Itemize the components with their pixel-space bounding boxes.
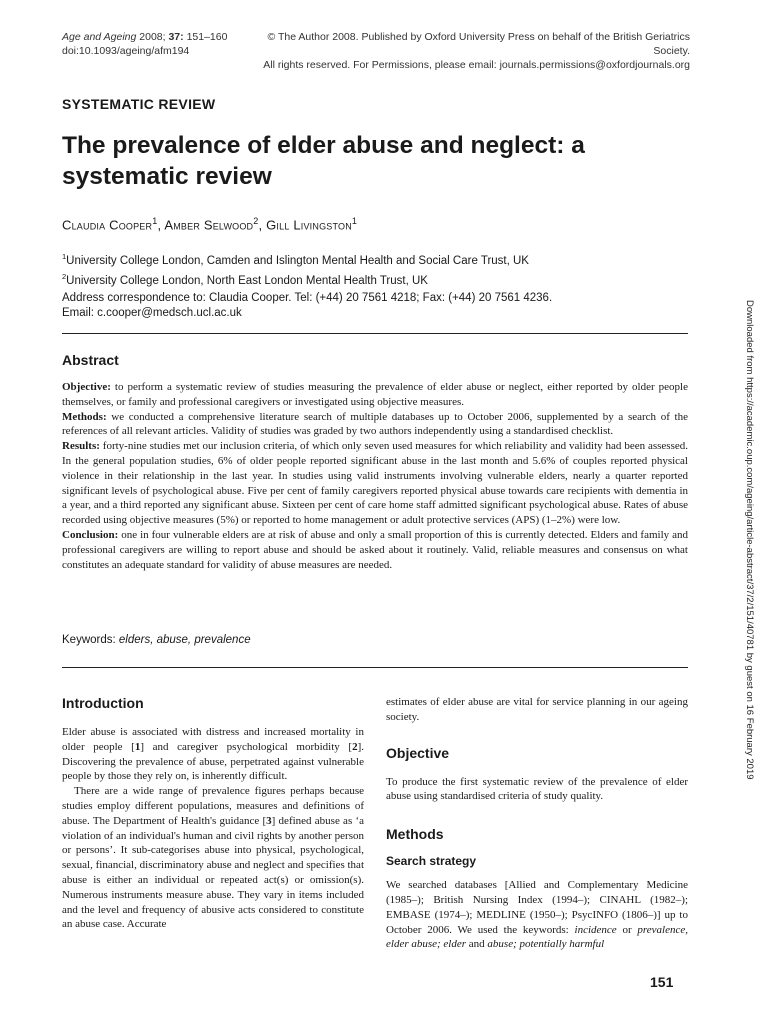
abstract-label: Methods:	[62, 410, 107, 423]
article-title: The prevalence of elder abuse and neglect: a systematic review	[62, 132, 585, 190]
author-name: Claudia Cooper	[62, 217, 153, 233]
copyright-notice	[240, 30, 690, 72]
abstract-label: Conclusion:	[62, 528, 119, 541]
doi: doi:10.1093/ageing/afm194	[62, 45, 190, 57]
author-name: Gill Livingston	[266, 217, 352, 233]
right-column	[386, 695, 688, 952]
affiliation-number: 2	[62, 271, 67, 281]
abstract-text: forty-nine studies met our inclusion criteria, of which only seven used measures for which reliability and validity had been assessed. In the general population studies, 6% of older people reported significant abuse in the last month and 5.6% of couples reported physical violence in their relationship in the last year. In studies using valid instruments involving vulnerable elders, nearly a quarter reported significant levels of psychological abuse. Five per cent of family caregivers reported physical abuse towards care recipients with dementia in a year, and a third reported any significant abuse. Sixteen per cent of care home staff admitted significant psychological abuse. Rates of abuse recorded using objective measures (5%) or reported to home management or adult protective services (APS) (1–2%) were low.	[62, 440, 688, 527]
download-watermark	[743, 300, 755, 840]
keyword-term: incidence	[574, 923, 617, 936]
abstract-label: Results:	[62, 440, 100, 453]
author-affiliation-mark: 1	[152, 216, 158, 226]
article-type: SYSTEMATIC REVIEW	[62, 96, 216, 112]
citation-ref[interactable]: 2	[352, 740, 358, 753]
text-run: ] and caregiver psychological morbidity [	[140, 740, 353, 753]
text-run: There are a wide range of prevalence figures perhaps because studies employ different populations, measures and definitions of abuse. The Department of Health's guidance [	[62, 785, 364, 827]
author-affiliation-mark: 1	[351, 216, 358, 226]
abstract-body	[62, 380, 688, 572]
page-number: 151	[650, 974, 674, 990]
text-run: ]. Discovering the prevalence of abuse, perpetrated against vulnerable people by those they rely on, is inherently difficult.	[62, 740, 364, 783]
journal-volume: 37:	[168, 31, 184, 43]
correspondence-email: Email: c.cooper@medsch.ucl.ac.uk	[62, 307, 242, 319]
abstract-text: to perform a systematic review of studies measuring the prevalence of elder abuse or neglect, either reported by older people themselves, or family and professional caregivers or investigated using objective measures.	[62, 381, 688, 408]
abstract-text: one in four vulnerable elders are at risk of abuse and only a small proportion of this is currently detected. Elders and family and professional caregivers are willing to report abuse and should be asked about it routinely. Valid, reliable measures and consensus on what constitutes an adequate standard for validity of abuse measures are needed.	[62, 528, 688, 571]
affiliation	[62, 249, 529, 269]
download-note-text: Downloaded from https://academic.oup.com/ageing/article-abstract/37/2/151/40781 by guest on 16 February 2019	[744, 300, 755, 780]
copyright-line-1: © The Author 2008. Published by Oxford University Press on behalf of the British Geriatrics Society.	[267, 31, 690, 57]
keywords-label: Keywords:	[62, 634, 116, 646]
citation-ref[interactable]: 3	[266, 814, 272, 827]
text-run: ] defined abuse as ‘a violation of an individual's human and civil rights by another person or persons’. It sub-categorises abuse into physical, psychological, sexual, financial, discriminatory abuse and neglect and specifies that abuse is either an individual or repeated act(s) or omission(s). Numerous instruments measure abuse. They vary in items included and the level and frequency of abusive acts considered to constitute an abuse case. Accurate	[62, 814, 365, 931]
abstract-conclusion	[62, 528, 688, 572]
copyright-line-2: All rights reserved. For Permissions, please email: journals.permissions@oxfordjournals.org	[263, 59, 690, 71]
author-separator: ,	[258, 217, 267, 233]
text-run: We searched databases [Allied and Complementary Medicine (1985–); British Nursing Index (1994–); CINAHL (1982–); EMBASE (1974–); MEDLINE (1950–); PsycINFO (1806–)] up to October 2006. We used the keywords:	[386, 879, 688, 936]
objective-heading: Objective	[386, 744, 450, 761]
author-affiliation-mark: 2	[253, 216, 259, 226]
intro-paragraph	[62, 725, 364, 784]
methods-heading: Methods	[386, 826, 444, 843]
left-column	[62, 695, 364, 932]
affiliation-number: 1	[62, 252, 67, 261]
citation-ref[interactable]: 1	[134, 740, 141, 753]
author-list	[62, 216, 357, 232]
intro-paragraph	[62, 784, 364, 932]
author-separator: ,	[157, 217, 165, 233]
keywords-list: elders, abuse, prevalence	[118, 634, 251, 646]
text-run: and	[466, 938, 488, 951]
search-strategy-heading: Search strategy	[386, 854, 477, 869]
abstract-methods	[62, 410, 688, 440]
introduction-heading: Introduction	[62, 695, 144, 711]
abstract-objective	[62, 380, 688, 410]
divider	[62, 667, 688, 668]
journal-citation	[62, 30, 227, 58]
keyword-term: abuse; potentially harmful	[487, 938, 605, 951]
author-name: Amber Selwood	[164, 217, 254, 233]
objective-text: To produce the first systematic review of the prevalence of elder abuse using standardised criteria of study quality.	[386, 775, 688, 803]
journal-pages: 151–160	[186, 31, 228, 43]
correspondence-address: Address correspondence to: Claudia Cooper. Tel: (+44) 20 7561 4218; Fax: (+44) 20 7561 4236.	[62, 292, 553, 304]
affiliation-text: University College London, North East London Mental Health Trust, UK	[66, 274, 428, 287]
divider	[62, 333, 688, 334]
abstract-text: we conducted a comprehensive literature search of multiple databases up to October 2006, supplemented by a search of the references of all relevant articles. Validity of studies was graded by two authors independently using a standardised checklist.	[62, 410, 688, 438]
text-run: Elder abuse is associated with distress and increased mortality in older people [	[62, 726, 364, 753]
keywords	[62, 634, 251, 646]
journal-name: Age and Ageing	[62, 31, 137, 43]
abstract-label: Objective:	[62, 381, 111, 393]
abstract-results	[62, 439, 688, 528]
affiliations	[62, 249, 529, 289]
correspondence	[62, 291, 552, 321]
keyword-term: prevalence, elder abuse; elder	[386, 923, 688, 951]
journal-year: 2008;	[139, 31, 166, 43]
intro-continuation: estimates of elder abuse are vital for service planning in our ageing society.	[386, 696, 688, 723]
affiliation	[62, 269, 529, 289]
text-run: or	[616, 923, 638, 936]
abstract-heading: Abstract	[62, 352, 119, 368]
search-strategy-text	[386, 878, 688, 952]
affiliation-text: University College London, Camden and Islington Mental Health and Social Care Trust, UK	[66, 254, 529, 267]
